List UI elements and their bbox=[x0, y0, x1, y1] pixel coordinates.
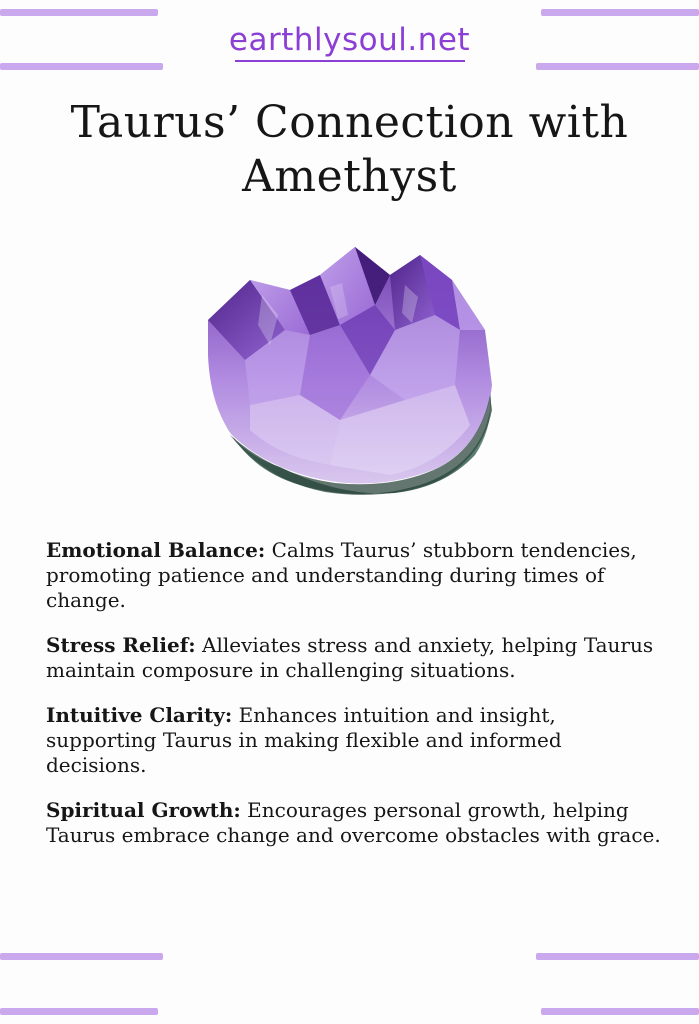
benefit-label: Stress Relief: bbox=[46, 633, 196, 657]
site-logo-text: earthlysoul.net bbox=[228, 22, 471, 58]
decor-bar-bottom-right-2 bbox=[541, 1008, 699, 1015]
benefit-item-emotional-balance bbox=[46, 538, 666, 613]
decor-bar-top-left-1 bbox=[0, 9, 158, 16]
benefit-item-stress-relief bbox=[46, 633, 666, 683]
decor-bar-bottom-left-1 bbox=[0, 953, 163, 960]
benefit-label: Intuitive Clarity: bbox=[46, 703, 233, 727]
page-title-line-1: Taurus’ Connection with bbox=[70, 97, 629, 148]
benefit-item-spiritual-growth bbox=[46, 798, 666, 848]
decor-bar-top-right-2 bbox=[536, 63, 699, 70]
benefits-list bbox=[46, 538, 666, 868]
decor-bar-top-left-2 bbox=[0, 63, 163, 70]
benefit-label: Spiritual Growth: bbox=[46, 798, 241, 822]
benefit-text: Encourages personal growth, helping Taurus embrace change and overcome obstacles with grace. bbox=[46, 798, 661, 847]
decor-bar-bottom-left-2 bbox=[0, 1008, 158, 1015]
benefit-text: Alleviates stress and anxiety, helping Taurus maintain composure in challenging situations. bbox=[46, 633, 654, 682]
decor-bar-top-right-1 bbox=[541, 9, 699, 16]
site-logo[interactable] bbox=[0, 22, 699, 62]
amethyst-crystal-icon bbox=[190, 235, 510, 510]
benefit-item-intuitive-clarity bbox=[46, 703, 666, 778]
page-title bbox=[30, 96, 669, 204]
benefit-label: Emotional Balance: bbox=[46, 538, 266, 562]
benefit-text: Calms Taurus’ stubborn tendencies, promoting patience and understanding during times of change. bbox=[46, 538, 637, 612]
benefit-text: Enhances intuition and insight, supporting Taurus in making flexible and informed decisions. bbox=[46, 703, 562, 777]
page-title-line-2: Amethyst bbox=[242, 151, 457, 202]
decor-bar-bottom-right-1 bbox=[536, 953, 699, 960]
site-logo-underline bbox=[235, 60, 465, 62]
